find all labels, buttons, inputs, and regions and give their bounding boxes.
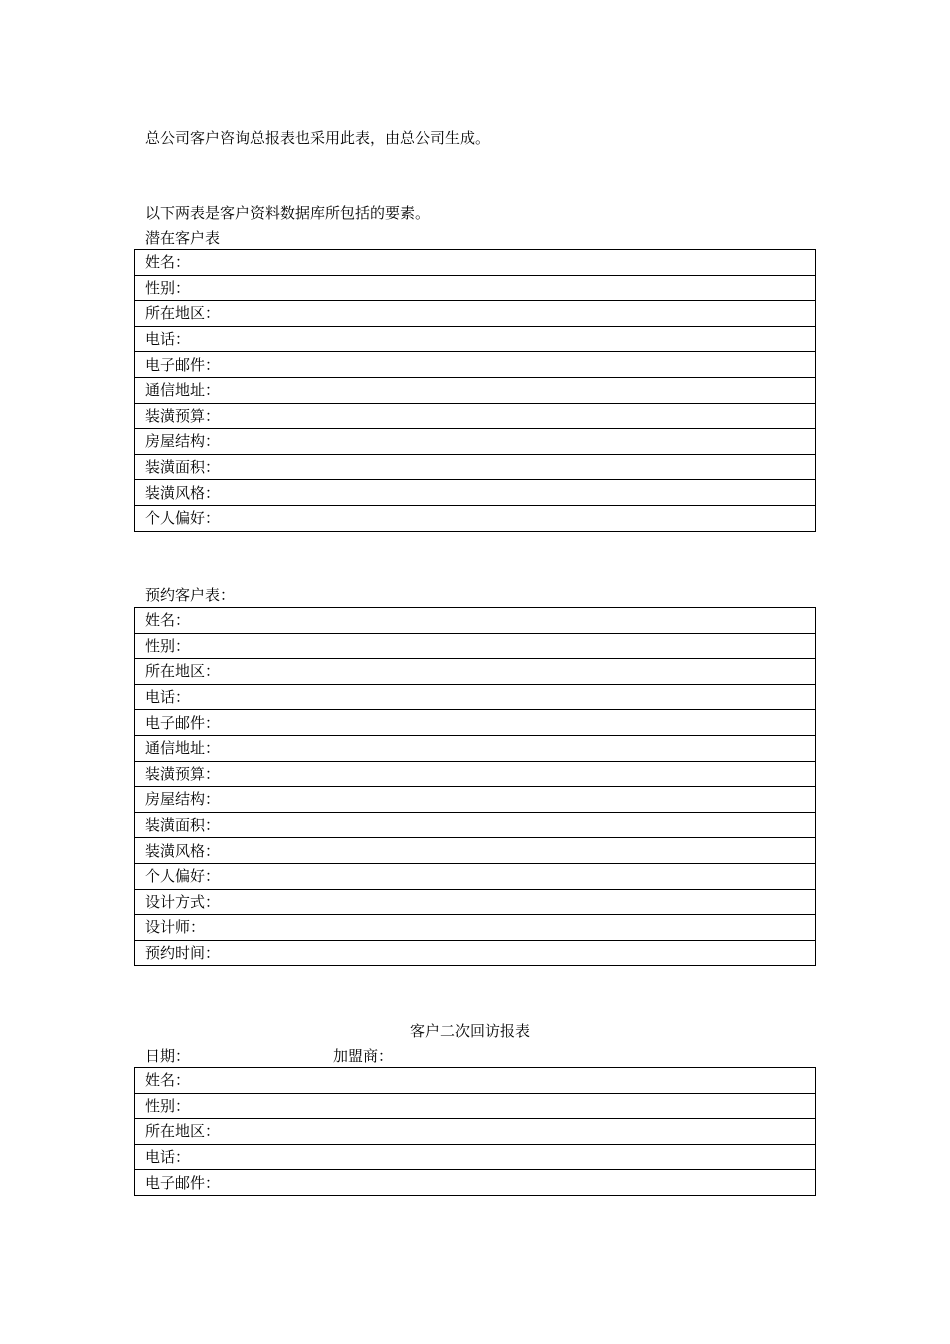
field-cell: 电话：: [135, 1144, 816, 1170]
field-cell: 装潢面积：: [135, 454, 816, 480]
franchisee-label: 加盟商：: [333, 1047, 394, 1065]
table-row: [135, 787, 816, 813]
potential-customer-table: [134, 249, 816, 532]
table-row: [135, 250, 816, 276]
field-cell: 通信地址：: [135, 735, 816, 761]
table-row: [135, 915, 816, 941]
revisit-table-title: 客户二次回访报表: [410, 1022, 531, 1040]
field-cell: 设计师：: [135, 915, 816, 941]
table-row: [135, 352, 816, 378]
table-row: [135, 889, 816, 915]
potential-table-title: 潜在客户表: [145, 229, 221, 247]
field-cell: 姓名：: [135, 608, 816, 634]
appointment-table-title: 预约客户表：: [145, 586, 236, 604]
field-cell: 所在地区：: [135, 659, 816, 685]
table-row: [135, 659, 816, 685]
field-cell: 电子邮件：: [135, 352, 816, 378]
field-cell: 电话：: [135, 684, 816, 710]
table-row: [135, 377, 816, 403]
table-row: [135, 1170, 816, 1196]
table-row: [135, 326, 816, 352]
table-row: [135, 735, 816, 761]
table-row: [135, 1119, 816, 1145]
field-cell: 性别：: [135, 1093, 816, 1119]
field-cell: 所在地区：: [135, 301, 816, 327]
field-cell: 装潢风格：: [135, 480, 816, 506]
table-row: [135, 812, 816, 838]
field-cell: 装潢风格：: [135, 838, 816, 864]
table-row: [135, 633, 816, 659]
field-cell: 房屋结构：: [135, 429, 816, 455]
table-row: [135, 301, 816, 327]
intro-line: 总公司客户咨询总报表也采用此表，由总公司生成。: [145, 129, 491, 147]
field-cell: 所在地区：: [135, 1119, 816, 1145]
elements-line: 以下两表是客户资料数据库所包括的要素。: [145, 204, 431, 222]
table-row: [135, 1144, 816, 1170]
table-row: [135, 710, 816, 736]
table-row: [135, 1068, 816, 1094]
table-row: [135, 1093, 816, 1119]
revisit-report-table: [134, 1067, 816, 1196]
field-cell: 性别：: [135, 275, 816, 301]
appointment-customer-table: [134, 607, 816, 966]
field-cell: 姓名：: [135, 1068, 816, 1094]
field-cell: 电子邮件：: [135, 710, 816, 736]
table-row: [135, 505, 816, 531]
field-cell: 性别：: [135, 633, 816, 659]
date-label: 日期：: [145, 1047, 191, 1065]
field-cell: 通信地址：: [135, 377, 816, 403]
table-row: [135, 761, 816, 787]
field-cell: 房屋结构：: [135, 787, 816, 813]
field-cell: 设计方式：: [135, 889, 816, 915]
field-cell: 个人偏好：: [135, 863, 816, 889]
field-cell: 装潢预算：: [135, 403, 816, 429]
table-row: [135, 838, 816, 864]
table-row: [135, 429, 816, 455]
field-cell: 姓名：: [135, 250, 816, 276]
field-cell: 装潢预算：: [135, 761, 816, 787]
table-row: [135, 275, 816, 301]
table-row: [135, 480, 816, 506]
table-row: [135, 454, 816, 480]
table-row: [135, 940, 816, 966]
field-cell: 个人偏好：: [135, 505, 816, 531]
table-row: [135, 608, 816, 634]
table-row: [135, 403, 816, 429]
field-cell: 预约时间：: [135, 940, 816, 966]
table-row: [135, 863, 816, 889]
field-cell: 装潢面积：: [135, 812, 816, 838]
table-row: [135, 684, 816, 710]
field-cell: 电话：: [135, 326, 816, 352]
field-cell: 电子邮件：: [135, 1170, 816, 1196]
